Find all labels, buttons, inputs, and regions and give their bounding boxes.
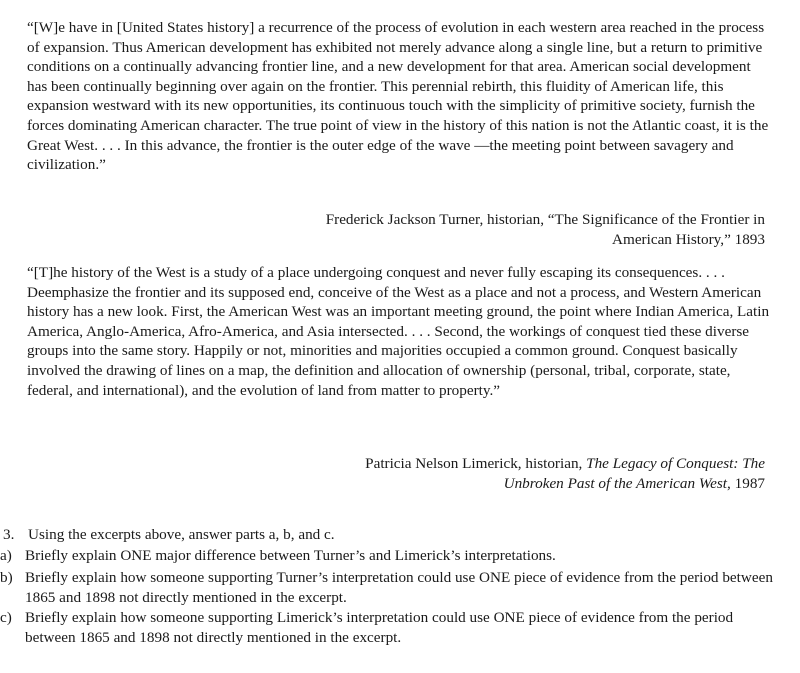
turner-excerpt: “[W]e have in [United States history] a recurrence of the process of evolution in each western area reached in the process of expansion. Thus American development has exhibited not merely advance along a single line, but a return to primitive conditions on a continually advancing frontier line, and a new development for that area. American social development has been continually beginning over again on the frontier. This perennial rebirth, this fluidity of American life, this expansion westward with its new opportunities, its continuous touch with the simplicity of primitive society, furnish the forces dominating American character. The true point of view in the history of this nation is not the Atlantic coast, it is the Great West. . . . In this advance, the frontier is the outer edge of the wave —the meeting point between savagery and civilization.” bbox=[27, 19, 769, 174]
question-part-b bbox=[0, 568, 780, 607]
question-part-c bbox=[0, 608, 780, 647]
part-a-label: a) bbox=[0, 547, 12, 564]
part-a-text: Briefly explain ONE major difference between Turner’s and Limerick’s interpretations. bbox=[25, 547, 556, 564]
limerick-attribution-suffix: , 1987 bbox=[727, 474, 765, 492]
part-b-text: Briefly explain how someone supporting Turner’s interpretation could use ONE piece of evidence from the period between 1865 and 1898 not directly mentioned in the excerpt. bbox=[25, 569, 773, 606]
turner-attribution-line1: Frederick Jackson Turner, historian, “The Significance of the Frontier in bbox=[325, 211, 765, 228]
turner-attribution-line2: American History,” 1893 bbox=[612, 230, 765, 248]
limerick-book-title-line1: The Legacy of Conquest: The bbox=[586, 455, 765, 472]
limerick-book-title-line2: Unbroken Past of the American West bbox=[503, 474, 728, 492]
part-c-text: Briefly explain how someone supporting Limerick’s interpretation could use ONE piece of evidence from the period between 1865 and 1898 not directly mentioned in the excerpt. bbox=[25, 609, 734, 646]
question-3 bbox=[0, 525, 780, 545]
question-number: 3. bbox=[3, 526, 15, 543]
limerick-excerpt: “[T]he history of the West is a study of a place undergoing conquest and never fully escaping its consequences. . . . Deemphasize the frontier and its supposed end, conceive of the West as a place and not a process, and Western American history has a new look. First, the American West was an important meeting ground, the point where Indian America, Latin America, Anglo-America, Afro-America, and Asia intersected. . . . Second, the workings of conquest tied these diverse groups into the same story. Happily or not, minorities and majorities occupied a common ground. Conquest basically involved the drawing of lines on a map, the definition and allocation of ownership (personal, tribal, corporate, state, federal, and international), and the evolution of land from matter to property.” bbox=[27, 264, 770, 399]
limerick-attribution-prefix: Patricia Nelson Limerick, historian, bbox=[365, 455, 587, 472]
question-part-a bbox=[0, 546, 780, 566]
part-c-label: c) bbox=[0, 609, 12, 626]
part-b-label: b) bbox=[0, 569, 13, 586]
limerick-attribution bbox=[245, 454, 765, 493]
question-prompt: Using the excerpts above, answer parts a, b, and c. bbox=[28, 526, 335, 543]
turner-attribution bbox=[245, 210, 765, 249]
